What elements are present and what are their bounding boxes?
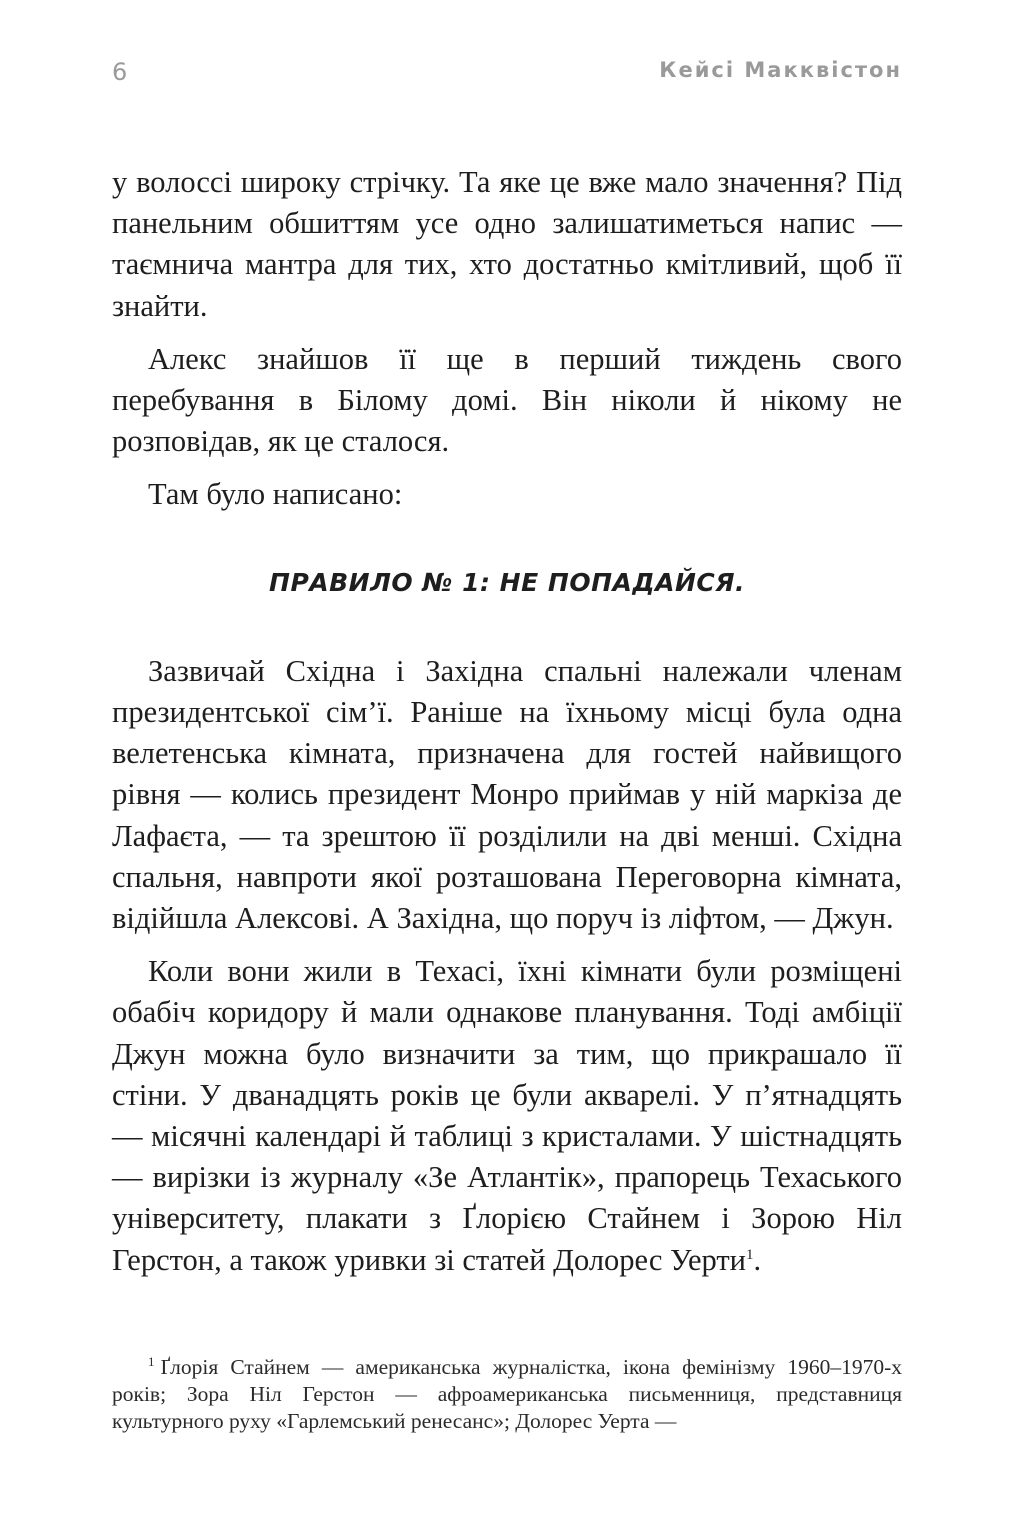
rule-heading: ПРАВИЛО № 1: НЕ ПОПАДАЙСЯ.: [269, 567, 745, 597]
footnote-text: Ґлорія Стайнем — американська журналістка, ікона фемінізму 1960–1970-х років; Зора Ніл Герстон — афроамериканська письменниця, представниця культурного руху «Гарлемський ренесанс»; Долорес Уерта —: [112, 1355, 902, 1433]
paragraph-5: [112, 951, 902, 1281]
paragraph-5-text: Коли вони жили в Техасі, їхні кімнати були розміщені обабіч коридору й мали однакове планування. Тоді амбіції Джун можна було визначити за тим, що прикрашало її стіни. У дванадцять років це були акварелі. У п’ятнадцять — місячні календарі й таблиці з кристалами. У шістнадцять — вирізки із журналу «Зе Атлантік», прапорець Техаського університету, плакати з Ґлорією Стайнем і Зорою Ніл Герстон, а також уривки зі статей Долорес Уерти: [112, 954, 902, 1277]
page-header: [112, 58, 902, 92]
footnote-reference: 1: [745, 1246, 754, 1263]
running-head-author: Кейсі Макквістон: [659, 58, 902, 82]
body-text: [112, 162, 902, 1293]
paragraph-3: Там було написано:: [148, 477, 403, 512]
paragraph-1: у волоссі широку стрічку. Та яке це вже мало значення? Під панельним обшиттям усе одно залишатиметься напис — таємнича мантра для тих, хто достатньо кмітливий, щоб її знайти.: [112, 165, 902, 323]
paragraph-5-end: .: [753, 1242, 762, 1277]
page-number: 6: [112, 58, 128, 86]
paragraph-4: Зазвичай Східна і Західна спальні належали членам президентської сім’ї. Раніше на їхньому місці була одна велетенська кімната, призначена для гостей найвищого рівня — колись президент Монро приймав у ній маркіза де Лафаєта, — та зрештою її розділили на дві менші. Східна спальня, навпроти якої розташована Переговорна кімната, відійшла Алексові. А Західна, що поруч із ліфтом, — Джун.: [112, 653, 902, 936]
footnote-mark: 1: [148, 1353, 155, 1369]
footnote: [112, 1354, 902, 1435]
paragraph-2: Алекс знайшов її ще в перший тиждень свого перебування в Білому домі. Він ніколи й нікому не розповідав, як це сталося.: [112, 341, 902, 459]
